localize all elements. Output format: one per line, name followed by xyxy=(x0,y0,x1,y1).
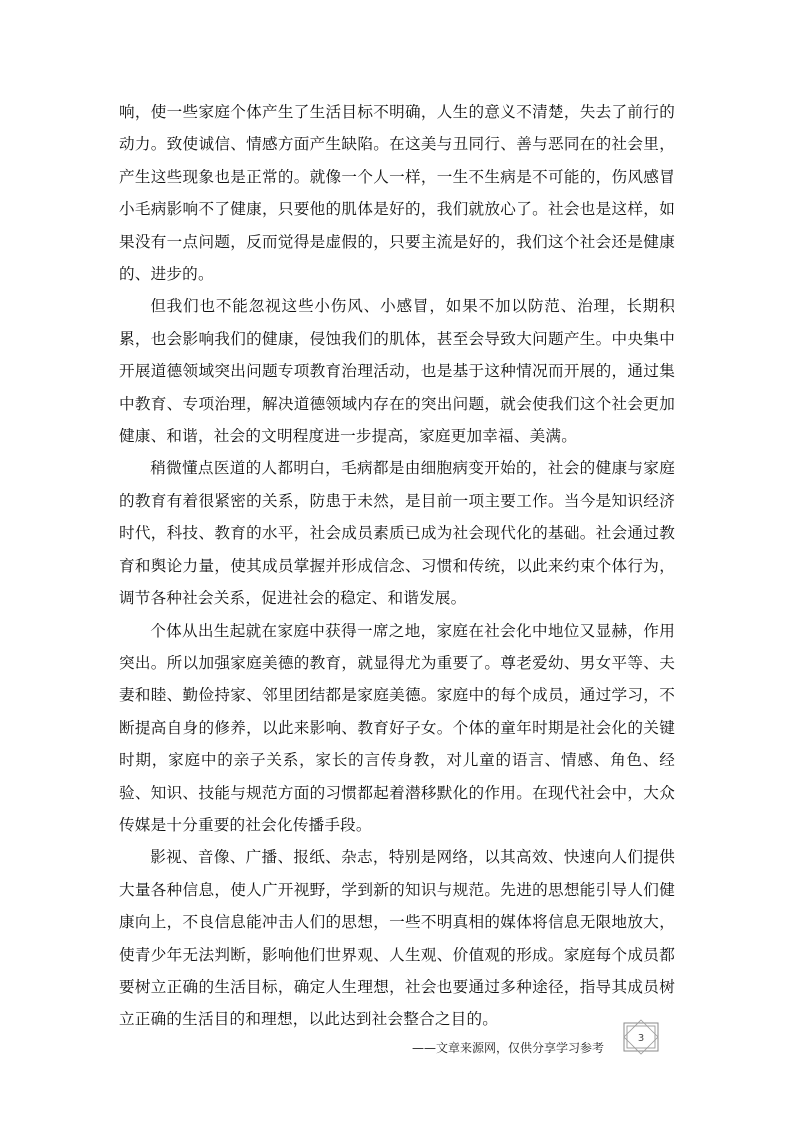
page-badge-frame-icon xyxy=(621,1017,661,1057)
document-body xyxy=(119,96,675,1036)
paragraph-3: 稍微懂点医道的人都明白，毛病都是由细胞病变开始的，社会的健康与家庭的教育有着很紧密的关系，防患于未然，是目前一项主要工作。当今是知识经济时代，科技、教育的水平，社会成员素质已成为社会现代化的基础。社会通过教育和舆论力量，使其成员掌握并形成信念、习惯和传统，以此来约束个体行为，调节各种社会关系，促进社会的稳定、和谐发展。 xyxy=(119,459,675,608)
paragraph-2: 但我们也不能忽视这些小伤风、小感冒，如果不加以防范、治理，长期积累，也会影响我们的健康，侵蚀我们的肌体，甚至会导致大问题产生。中央集中开展道德领域突出问题专项教育治理活动，也是基于这种情况而开展的，通过集中教育、专项治理，解决道德领域内存在的突出问题，就会使我们这个社会更加健康、和谐，社会的文明程度进一步提高，家庭更加幸福、美满。 xyxy=(119,297,675,446)
page-number-badge xyxy=(621,1017,661,1057)
paragraph-1: 响，使一些家庭个体产生了生活目标不明确，人生的意义不清楚，失去了前行的动力。致使诚信、情感方面产生缺陷。在这美与丑同行、善与恶同在的社会里，产生这些现象也是正常的。就像一个人一样，一生不生病是不可能的，伤风感冒小毛病影响不了健康，只要他的肌体是好的，我们就放心了。社会也是这样，如果没有一点问题，反而觉得是虚假的，只要主流是好的，我们这个社会还是健康的、进步的。 xyxy=(119,103,675,284)
footer-source-note: ——文章来源网，仅供分享学习参考 xyxy=(412,1041,605,1055)
paragraph-5: 影视、音像、广播、报纸、杂志，特别是网络，以其高效、快速向人们提供大量各种信息，使人广开视野，学到新的知识与规范。先进的思想能引导人们健康向上，不良信息能冲击人们的思想，一些不明真相的媒体将信息无限地放大，使青少年无法判断，影响他们世界观、人生观、价值观的形成。家庭每个成员都要树立正确的生活目标，确定人生理想，社会也要通过多种途径，指导其成员树立正确的生活目的和理想，以此达到社会整合之目的。 xyxy=(119,848,675,1029)
page-number: 3 xyxy=(637,1033,645,1044)
paragraph-4: 个体从出生起就在家庭中获得一席之地，家庭在社会化中地位又显赫，作用突出。所以加强家庭美德的教育，就显得尤为重要了。尊老爱幼、男女平等、夫妻和睦、勤俭持家、邻里团结都是家庭美德。家庭中的每个成员，通过学习，不断提高自身的修养，以此来影响、教育好子女。个体的童年时期是社会化的关键时期，家庭中的亲子关系，家长的言传身教，对儿童的语言、情感、角色、经验、知识、技能与规范方面的习惯都起着潜移默化的作用。在现代社会中，大众传媒是十分重要的社会化传播手段。 xyxy=(119,621,675,834)
